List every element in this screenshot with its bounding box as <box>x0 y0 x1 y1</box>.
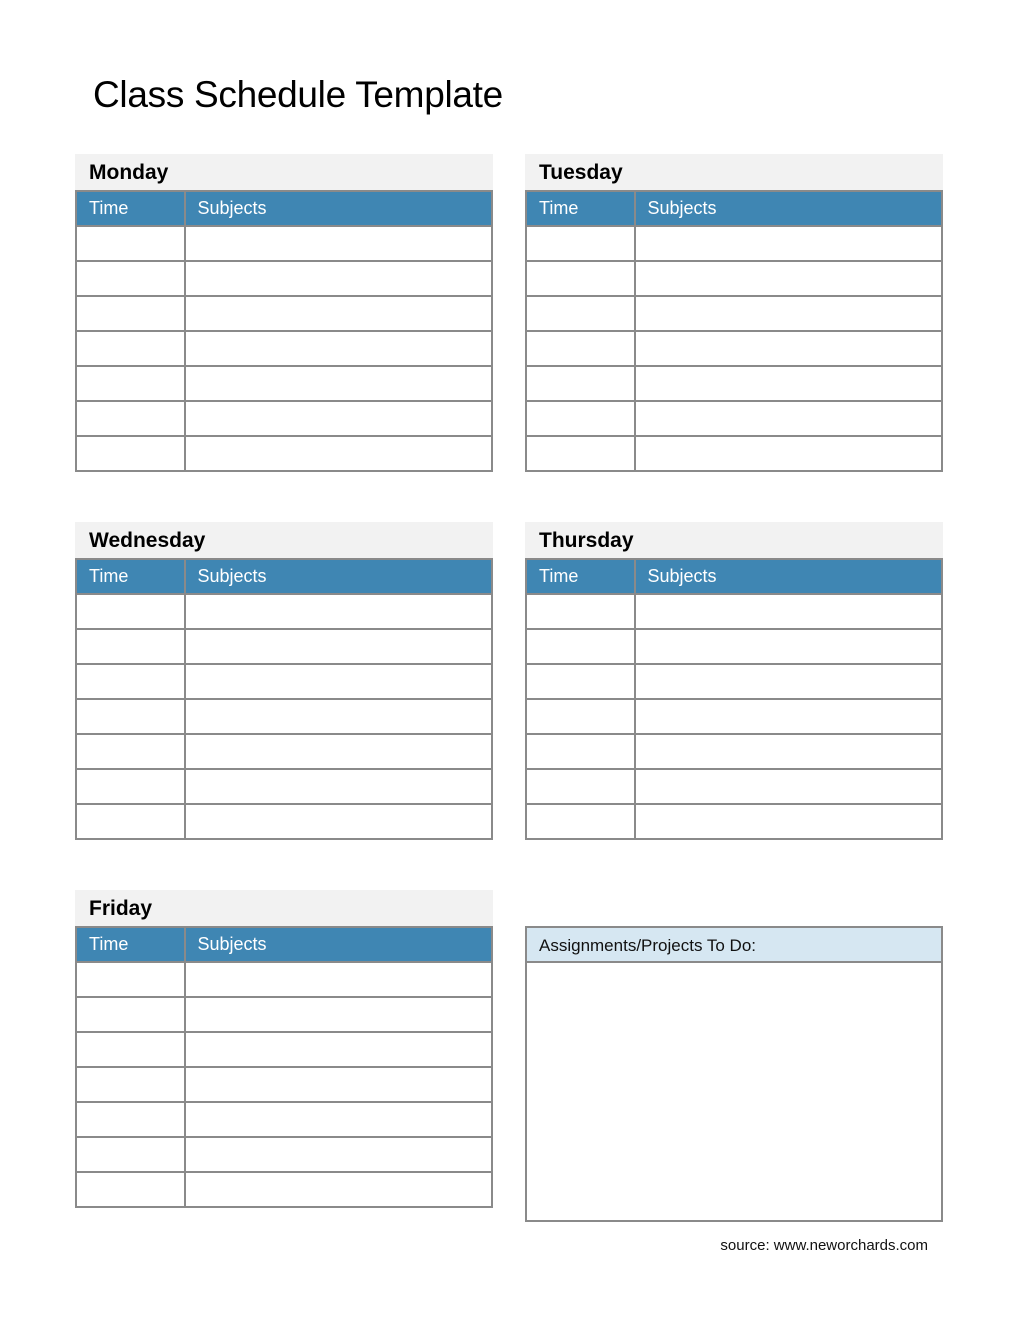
subject-cell[interactable] <box>635 226 942 261</box>
time-cell[interactable] <box>76 226 185 261</box>
subject-cell[interactable] <box>185 699 492 734</box>
table-row <box>526 436 942 471</box>
day-title: Thursday <box>525 522 943 558</box>
time-cell[interactable] <box>76 1137 185 1172</box>
time-cell[interactable] <box>76 296 185 331</box>
day-title: Tuesday <box>525 154 943 190</box>
subject-cell[interactable] <box>185 629 492 664</box>
time-cell[interactable] <box>76 594 185 629</box>
table-row <box>526 664 942 699</box>
schedule-table <box>525 190 943 472</box>
table-row <box>76 1032 492 1067</box>
table-row <box>526 629 942 664</box>
subject-cell[interactable] <box>635 804 942 839</box>
time-cell[interactable] <box>76 1172 185 1207</box>
subject-cell[interactable] <box>185 1137 492 1172</box>
assignments-header: Assignments/Projects To Do: <box>527 928 941 963</box>
table-header-row <box>526 559 942 594</box>
time-cell[interactable] <box>526 664 635 699</box>
subject-cell[interactable] <box>635 769 942 804</box>
table-row <box>526 769 942 804</box>
schedule-table <box>75 190 493 472</box>
table-header-row <box>76 191 492 226</box>
subject-cell[interactable] <box>185 962 492 997</box>
subject-cell[interactable] <box>185 804 492 839</box>
subject-cell[interactable] <box>635 664 942 699</box>
time-column-header: Time <box>76 927 185 962</box>
subject-cell[interactable] <box>185 261 492 296</box>
time-cell[interactable] <box>76 769 185 804</box>
time-cell[interactable] <box>526 296 635 331</box>
table-row <box>76 1137 492 1172</box>
time-column-header: Time <box>76 559 185 594</box>
schedule-table <box>75 558 493 840</box>
subject-cell[interactable] <box>185 1102 492 1137</box>
subject-cell[interactable] <box>635 331 942 366</box>
subject-cell[interactable] <box>635 366 942 401</box>
time-cell[interactable] <box>526 261 635 296</box>
subject-cell[interactable] <box>185 401 492 436</box>
table-row <box>526 296 942 331</box>
source-credit: source: www.neworchards.com <box>720 1237 928 1254</box>
time-cell[interactable] <box>526 401 635 436</box>
subject-cell[interactable] <box>185 1067 492 1102</box>
subject-cell[interactable] <box>635 261 942 296</box>
subject-cell[interactable] <box>635 401 942 436</box>
time-cell[interactable] <box>526 629 635 664</box>
table-row <box>526 734 942 769</box>
time-cell[interactable] <box>76 366 185 401</box>
subject-cell[interactable] <box>185 734 492 769</box>
table-row <box>526 699 942 734</box>
time-cell[interactable] <box>76 699 185 734</box>
day-block-friday <box>75 890 493 1208</box>
table-row <box>526 261 942 296</box>
time-cell[interactable] <box>526 226 635 261</box>
table-row <box>526 401 942 436</box>
time-cell[interactable] <box>76 664 185 699</box>
assignments-box <box>525 926 943 1222</box>
time-cell[interactable] <box>76 331 185 366</box>
subject-cell[interactable] <box>185 1032 492 1067</box>
subjects-column-header: Subjects <box>635 559 942 594</box>
subject-cell[interactable] <box>635 629 942 664</box>
day-block-thursday <box>525 522 943 840</box>
time-cell[interactable] <box>526 436 635 471</box>
time-cell[interactable] <box>526 769 635 804</box>
table-row <box>526 226 942 261</box>
time-cell[interactable] <box>526 734 635 769</box>
time-cell[interactable] <box>76 401 185 436</box>
table-row <box>76 769 492 804</box>
subject-cell[interactable] <box>185 226 492 261</box>
subject-cell[interactable] <box>635 296 942 331</box>
time-cell[interactable] <box>526 331 635 366</box>
subject-cell[interactable] <box>635 734 942 769</box>
table-header-row <box>76 559 492 594</box>
table-row <box>526 366 942 401</box>
time-column-header: Time <box>76 191 185 226</box>
time-cell[interactable] <box>76 261 185 296</box>
time-column-header: Time <box>526 191 635 226</box>
table-row <box>76 1102 492 1137</box>
table-row <box>526 804 942 839</box>
table-row <box>76 962 492 997</box>
subject-cell[interactable] <box>185 594 492 629</box>
subject-cell[interactable] <box>635 699 942 734</box>
day-title: Monday <box>75 154 493 190</box>
table-row <box>76 296 492 331</box>
table-row <box>76 664 492 699</box>
subject-cell[interactable] <box>185 331 492 366</box>
day-block-wednesday <box>75 522 493 840</box>
subject-cell[interactable] <box>185 769 492 804</box>
subjects-column-header: Subjects <box>185 927 492 962</box>
day-title: Friday <box>75 890 493 926</box>
table-row <box>76 734 492 769</box>
table-row <box>76 699 492 734</box>
subject-cell[interactable] <box>185 366 492 401</box>
subject-cell[interactable] <box>185 664 492 699</box>
subject-cell[interactable] <box>185 436 492 471</box>
day-title: Wednesday <box>75 522 493 558</box>
subject-cell[interactable] <box>185 1172 492 1207</box>
assignments-area[interactable] <box>527 963 941 1220</box>
table-row <box>76 436 492 471</box>
table-row <box>76 366 492 401</box>
subject-cell[interactable] <box>185 997 492 1032</box>
subjects-column-header: Subjects <box>185 559 492 594</box>
time-column-header: Time <box>526 559 635 594</box>
time-cell[interactable] <box>526 699 635 734</box>
time-cell[interactable] <box>526 804 635 839</box>
table-row <box>76 331 492 366</box>
time-cell[interactable] <box>526 366 635 401</box>
time-cell[interactable] <box>76 804 185 839</box>
schedule-table <box>75 926 493 1208</box>
schedule-table <box>525 558 943 840</box>
table-row <box>526 594 942 629</box>
subject-cell[interactable] <box>635 436 942 471</box>
subjects-column-header: Subjects <box>185 191 492 226</box>
subjects-column-header: Subjects <box>635 191 942 226</box>
table-header-row <box>76 927 492 962</box>
day-block-monday <box>75 154 493 472</box>
table-row <box>76 1172 492 1207</box>
table-row <box>76 401 492 436</box>
table-header-row <box>526 191 942 226</box>
time-cell[interactable] <box>76 1102 185 1137</box>
time-cell[interactable] <box>76 629 185 664</box>
table-row <box>76 804 492 839</box>
subject-cell[interactable] <box>635 594 942 629</box>
subject-cell[interactable] <box>185 296 492 331</box>
table-row <box>76 629 492 664</box>
table-row <box>76 594 492 629</box>
time-cell[interactable] <box>76 1032 185 1067</box>
time-cell[interactable] <box>76 962 185 997</box>
table-row <box>76 226 492 261</box>
time-cell[interactable] <box>76 734 185 769</box>
day-block-tuesday <box>525 154 943 472</box>
time-cell[interactable] <box>526 594 635 629</box>
time-cell[interactable] <box>76 436 185 471</box>
table-row <box>76 997 492 1032</box>
time-cell[interactable] <box>76 1067 185 1102</box>
time-cell[interactable] <box>76 997 185 1032</box>
page-title: Class Schedule Template <box>93 74 503 115</box>
table-row <box>526 331 942 366</box>
table-row <box>76 261 492 296</box>
table-row <box>76 1067 492 1102</box>
